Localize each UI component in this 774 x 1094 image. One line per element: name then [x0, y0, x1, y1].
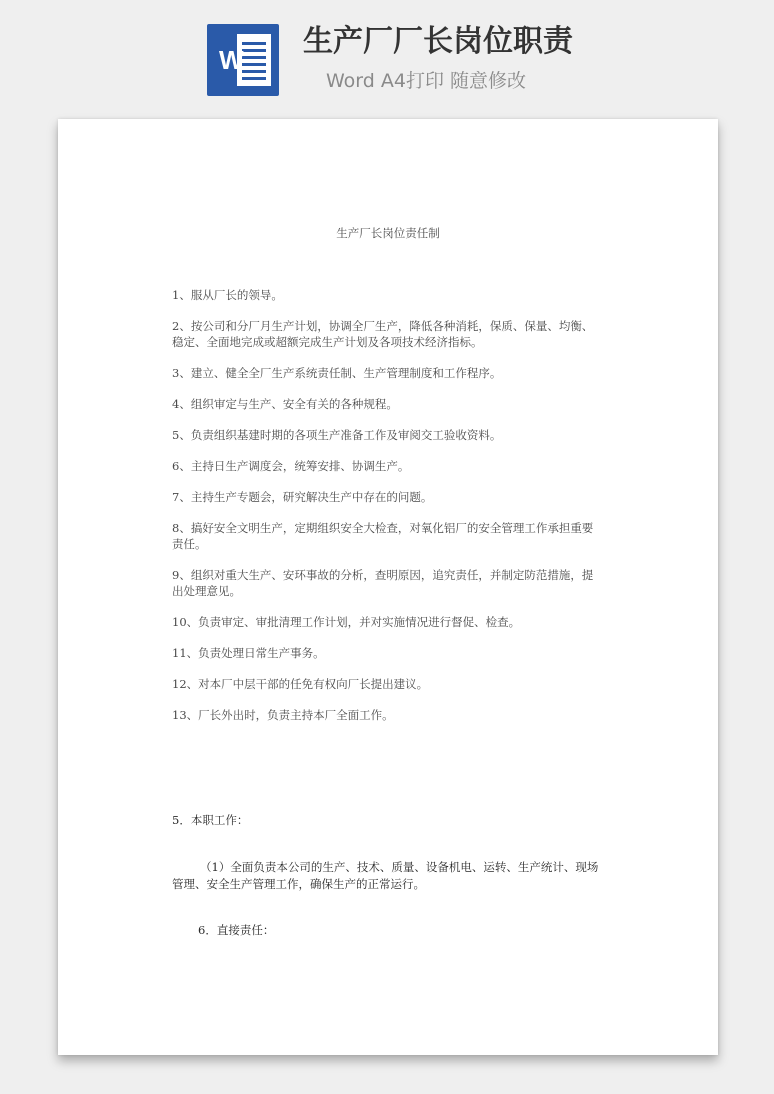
section-5-body: （1）全面负责本公司的生产、技术、质量、设备机电、运转、生产统计、现场管理、安全生产管理工作，确保生产的正常运行。	[172, 860, 599, 891]
word-icon	[207, 24, 279, 96]
section-6-heading: 6．直接责任：	[198, 923, 275, 937]
duty-item: 11、负责处理日常生产事务。	[172, 646, 325, 660]
word-icon-letter: W	[219, 45, 244, 75]
duty-item: 9、组织对重大生产、安环事故的分析，查明原因，追究责任，并制定防范措施，提出处理意见。	[172, 568, 594, 598]
duty-item: 7、主持生产专题会，研究解决生产中存在的问题。	[172, 490, 433, 504]
header	[0, 0, 774, 110]
duty-item: 10、负责审定、审批清理工作计划，并对实施情况进行督促、检查。	[172, 615, 521, 629]
duty-item: 13、厂长外出时，负责主持本厂全面工作。	[172, 708, 394, 722]
duty-item: 6、主持日生产调度会，统筹安排、协调生产。	[172, 459, 410, 473]
page-title: 生产厂厂长岗位职责	[303, 24, 573, 59]
duty-item: 12、对本厂中层干部的任免有权向厂长提出建议。	[172, 677, 429, 691]
duty-item: 3、建立、健全全厂生产系统责任制、生产管理制度和工作程序。	[172, 366, 502, 380]
duty-item: 1、服从厂长的领导。	[172, 288, 283, 302]
duty-item: 5、负责组织基建时期的各项生产准备工作及审阅交工验收资料。	[172, 428, 502, 442]
duty-list	[172, 287, 602, 738]
duty-item: 8、搞好安全文明生产，定期组织安全大检查，对氧化铝厂的安全管理工作承担重要责任。	[172, 521, 594, 551]
document-page	[58, 119, 718, 1055]
duty-item: 2、按公司和分厂月生产计划，协调全厂生产，降低各种消耗，保质、保量、均衡、稳定、全面地完成或超额完成生产计划及各项技术经济指标。	[172, 319, 594, 349]
duty-item: 4、组织审定与生产、安全有关的各种规程。	[172, 397, 398, 411]
document-title: 生产厂长岗位责任制	[336, 226, 440, 240]
section-5-heading: 5．本职工作：	[172, 813, 249, 827]
page-subtitle: Word A4打印 随意修改	[326, 70, 527, 92]
